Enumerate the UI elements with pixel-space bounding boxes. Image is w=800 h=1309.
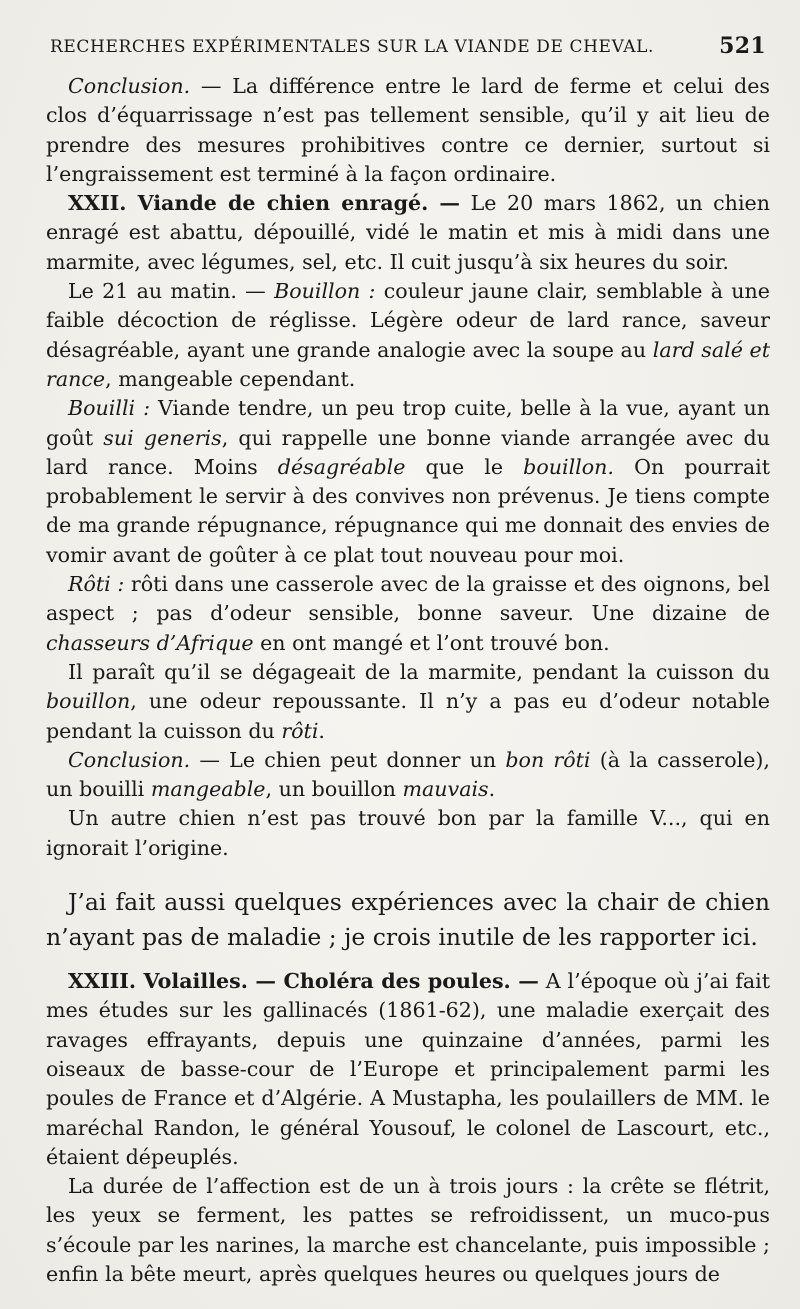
text-run: , mangeable cependant. (105, 366, 356, 391)
text-run: . (318, 718, 325, 743)
paragraph-odeur (46, 658, 770, 746)
text-run: Le 21 au matin. — (68, 279, 275, 304)
text-run: couleur jaune clair, semblable à une faible décoction de réglisse. Légère odeur de lard rance, saveur désagréable, ayant une grande analogie avec la soupe au (46, 279, 770, 362)
paragraph-note-chair (46, 885, 770, 955)
text-run-italic: Bouilli : (68, 396, 151, 421)
text-run: que le (405, 454, 524, 479)
text-run-italic: Rôti : (68, 572, 125, 597)
text-run-italic: désagréable (277, 454, 406, 479)
section-heading: XXIII. Volailles. — Choléra des poules. — (68, 969, 539, 994)
text-run-italic: Bouillon : (274, 279, 376, 304)
paragraph-conclusion-lard (46, 72, 770, 189)
text-run-italic: mauvais (402, 777, 489, 802)
running-header (50, 33, 766, 63)
text-run-italic: rôti (281, 718, 319, 743)
text-run: , un bouillon (265, 777, 403, 802)
paragraph-bouilli (46, 394, 770, 570)
running-title: RECHERCHES EXPÉRIMENTALES SUR LA VIANDE DE CHEVAL. (50, 37, 655, 57)
text-run: On pourrait probablement le servir à des convives non prévenus. Je tiens compte de ma grande répugnance, répugnance qui me donnait des envies de vomir avant de goûter à ce plat tout nouveau pour moi. (46, 454, 770, 567)
paragraph-text: A l’époque où j’ai fait mes études sur les gallinacés (1861-62), une maladie exerçait des ravages effrayants, depuis une quinzaine d’années, parmi les oiseaux de basse-cour de l’Europe et principalement parmi les poules de France et d’Algérie. A Mustapha, les poulaillers de MM. le maréchal Randon, le général Yousouf, le colonel de Lascourt, etc., étaient dépeuplés. (46, 969, 771, 1169)
text-run: Il paraît qu’il se dégageait de la marmite, pendant la cuisson du (68, 659, 770, 684)
text-run-italic: sui generis (103, 425, 222, 450)
paragraph-bouillon (46, 277, 770, 394)
paragraph-text: La durée de l’affection est de un à trois jours : la crête se flétrit, les yeux se ferment, les pattes se refroidissent, un muco-pus s’écoule par les narines, la marche est chancelante, puis impossible ; enfin la bête meurt, après quelques heures ou quelques jours de (46, 1174, 770, 1286)
paragraph-text: J’ai fait aussi quelques expériences avec la chair de chien n’ayant pas de maladie ; je crois inutile de les rapporter ici. (46, 888, 770, 952)
paragraph-text: — La différence entre le lard de ferme et celui des clos d’équarrissage n’est pas tellement sensible, qu’il y ait lieu de prendre des mesures prohibitives contre ce dernier, surtout si l’engraissement est terminé à la façon ordinaire. (46, 74, 770, 186)
page-number: 521 (719, 33, 766, 59)
paragraph-duree (46, 1172, 770, 1289)
text-run-italic: bouillon. (523, 454, 614, 479)
paragraph-conclusion-chien (46, 746, 770, 805)
paragraph-section-xxii (46, 189, 770, 277)
paragraph-roti (46, 570, 770, 658)
text-run-italic: lard salé et rance (46, 337, 770, 391)
paragraph-autre-chien (46, 804, 770, 863)
paragraph-lead: Conclusion. (68, 74, 191, 98)
text-run: , qui rappelle une bonne viande arrangée avec du lard rance. Moins (46, 425, 770, 479)
text-run: — Le chien peut donner un (190, 747, 506, 772)
text-run: (à la casserole), un bouilli (46, 747, 770, 802)
text-run: en ont mangé et l’ont trouvé bon. (253, 630, 610, 655)
paragraph-section-xxiii (46, 967, 770, 1172)
text-run-italic: mangeable (150, 777, 266, 802)
text-run-italic: bon rôti (505, 747, 591, 772)
text-run: , une odeur repoussante. Il n’y a pas eu d’odeur notable pendant la cuisson du (46, 689, 770, 743)
paragraph-text: Un autre chien n’est pas trouvé bon par la famille V..., qui en ignorait l’origine. (46, 806, 770, 860)
section-heading: XXII. Viande de chien enragé. — (68, 191, 461, 216)
paragraph-text: Le 20 mars 1862, un chien enragé est abattu, dépouillé, vidé le matin et mis à midi dans une marmite, avec légumes, sel, etc. Il cuit jusqu’à six heures du soir. (46, 191, 770, 274)
text-run: . (488, 777, 496, 802)
text-run: Viande tendre, un peu trop cuite, belle à la vue, ayant un goût (46, 396, 770, 450)
text-run-italic: bouillon (46, 689, 131, 714)
text-run-italic: chasseurs d’Afrique (46, 630, 254, 655)
page-body (46, 72, 770, 1289)
text-run-italic: Conclusion. (68, 747, 191, 772)
text-run: rôti dans une casserole avec de la graisse et des oignons, bel aspect ; pas d’odeur sensible, bonne saveur. Une dizaine de (46, 572, 770, 626)
